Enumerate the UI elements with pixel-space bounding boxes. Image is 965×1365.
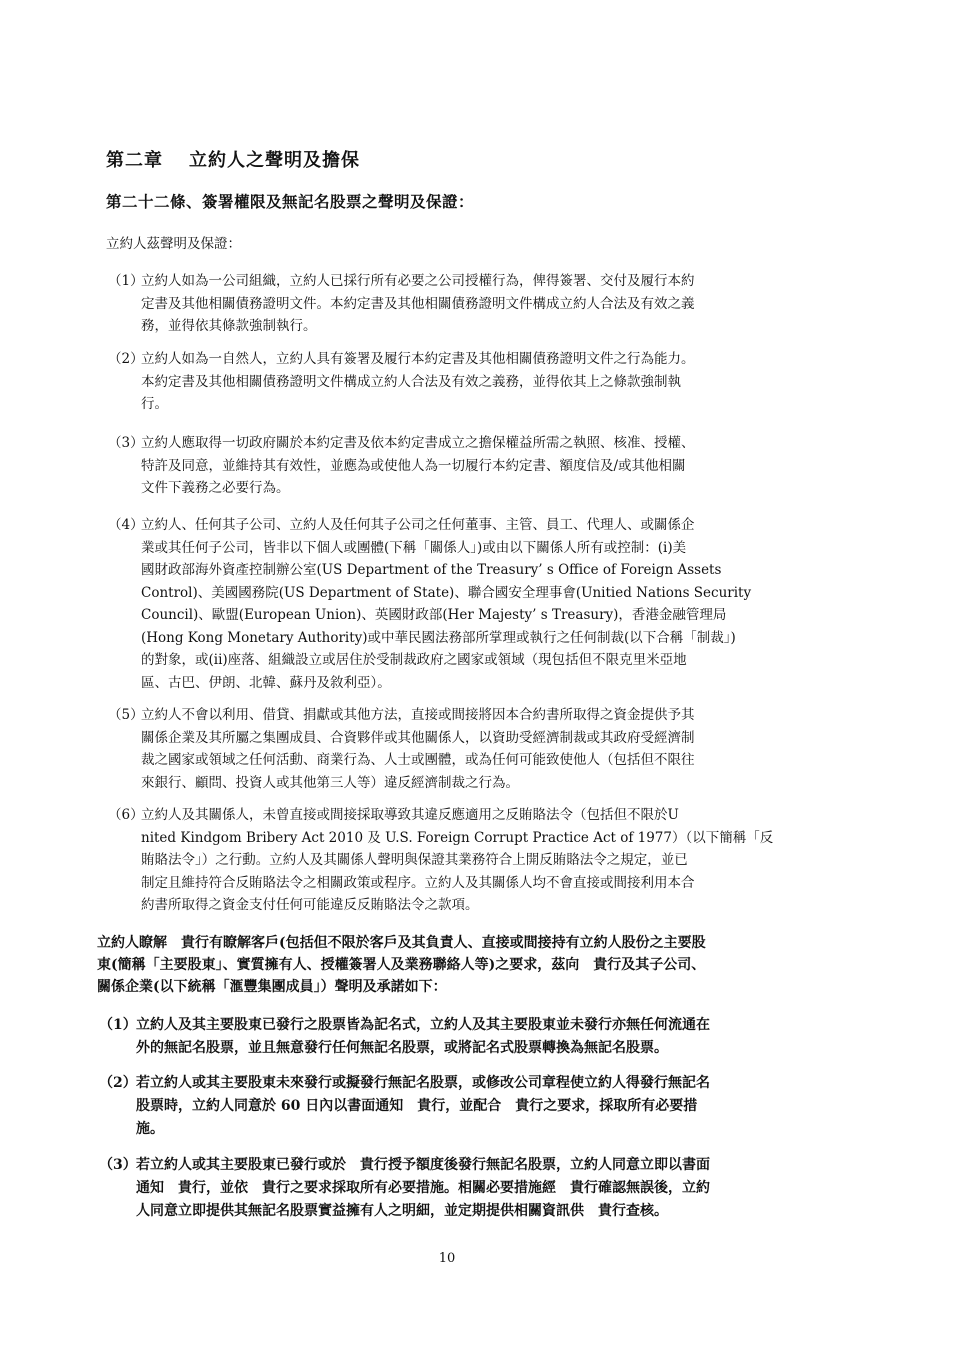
chapter-heading	[106, 146, 360, 172]
clause-line: 立約人不會以利用、借貸、捐獻或其他方法，直接或間接將因本合約書所取得之資金提供予其	[141, 707, 695, 723]
clause-line: 通知 貴行，並依 貴行之要求採取所有必要措施。相關必要措施經 貴行確認無誤後，立約	[136, 1180, 710, 1196]
clause-number: （5）	[108, 707, 144, 723]
clause-line: 賄賂法令」）之行動。立約人及其關係人聲明與保證其業務符合上開反賄賂法令之規定，並已	[141, 852, 688, 868]
clause-line: (Hong Kong Monetary Authority)或中華民國法務部所掌理或執行之任何制裁(以下合稱「制裁」)	[141, 629, 736, 646]
clause-line: 立約人、任何其子公司、立約人及任何其子公司之任何董事、主管、員工、代理人、或關係企	[141, 517, 695, 533]
clause-number: （1）	[108, 273, 144, 289]
page-number: 10	[438, 1251, 456, 1266]
clause-line: 來銀行、顧問、投資人或其他第三人等）違反經濟制裁之行為。	[141, 774, 519, 791]
clause-line: 區、古巴、伊朗、北韓、蘇丹及敘利亞）。	[141, 674, 391, 691]
chapter-title: 立約人之聲明及擔保	[189, 150, 360, 171]
clause-line: 文件下義務之必要行為。	[141, 480, 290, 496]
clause-number: （2）	[108, 351, 144, 367]
clause-line: 關係企業及其所屬之集團成員、合資夥伴或其他關係人，以資助受經濟制裁或其政府受經濟制	[141, 729, 695, 746]
clause-item	[108, 804, 813, 917]
clause-line: 裁之國家或領域之任何活動、商業行為、人士或團體，或為任何可能致使他人（包括但不限往	[141, 752, 695, 768]
clause-number: （4）	[108, 517, 144, 533]
clause-line: 特許及同意，並維持其有效性，並應為或使他人為一切履行本約定書、額度信及/或其他相關	[141, 457, 686, 474]
clause-item	[108, 514, 813, 694]
undertaking-paragraph	[97, 932, 817, 998]
clause-line: 行。	[141, 396, 168, 412]
clause-line: Council)、歐盟(European Union)、英國財政部(Her Majesty’ s Treasury)，香港金融管理局	[141, 607, 727, 623]
clause-item	[108, 270, 813, 338]
clause-line: 本約定書及其他相關債務證明文件構成立約人合法及有效之義務，並得依其上之條款強制執	[141, 373, 681, 390]
clause-text	[141, 432, 813, 500]
clause-line: 施。	[136, 1121, 164, 1137]
bearer-share-item	[99, 1154, 814, 1223]
clause-line: 業或其任何子公司，皆非以下個人或團體(下稱「關係人」)或由以下關係人所有或控制：(i)美	[141, 539, 687, 556]
clause-line: 立約人及其關係人，未曾直接或間接採取導致其違反應適用之反賄賂法令（包括但不限於U	[141, 807, 679, 823]
clause-line: Control)、美國國務院(US Department of State)、聯合國安全理事會(Unitied Nations Security	[141, 584, 752, 601]
clause-text	[136, 1014, 814, 1060]
paragraph-line: 關係企業(以下統稱「滙豐集團成員」）聲明及承諾如下：	[97, 979, 447, 995]
clause-text	[141, 704, 813, 794]
bearer-share-item	[99, 1072, 814, 1141]
chapter-number: 第二章	[106, 150, 163, 171]
clause-number: （3）	[99, 1157, 137, 1173]
clause-line: 立約人如為一自然人，立約人具有簽署及履行本約定書及其他相關債務證明文件之行為能力。	[141, 351, 695, 367]
clause-line: 股票時，立約人同意於 60 日內以書面通知 貴行，並配合 貴行之要求，採取所有必要措	[136, 1098, 698, 1114]
clause-item	[108, 704, 813, 794]
clause-number: （6）	[108, 807, 144, 823]
clause-item	[108, 432, 813, 500]
clause-number: （1）	[99, 1017, 137, 1033]
clause-line: 約書所取得之資金支付任何可能違反反賄賂法令之款項。	[141, 897, 479, 913]
clause-text	[141, 270, 813, 338]
clause-line: 若立約人或其主要股東已發行或於 貴行授予額度後發行無記名股票，立約人同意立即以書面	[136, 1157, 710, 1173]
clause-text	[141, 348, 813, 416]
clause-text	[136, 1072, 814, 1141]
paragraph-line: 東(簡稱「主要股東」、實質擁有人、授權簽署人及業務聯絡人等)之要求，茲向 貴行及其子公司、	[97, 957, 706, 973]
clause-line: 若立約人或其主要股東未來發行或擬發行無記名股票，或修改公司章程使立約人得發行無記名	[136, 1075, 710, 1091]
clause-text	[141, 804, 813, 917]
clause-line: 外的無記名股票，並且無意發行任何無記名股票，或將記名式股票轉換為無記名股票。	[136, 1040, 668, 1056]
clause-text	[136, 1154, 814, 1223]
paragraph-line: 立約人瞭解 貴行有瞭解客戶(包括但不限於客戶及其負責人、直接或間接持有立約人股份之主要股	[97, 935, 706, 951]
clause-line: 立約人應取得一切政府關於本約定書及依本約定書成立之擔保權益所需之執照、核准、授權、	[141, 435, 695, 451]
clause-line: 國財政部海外資產控制辦公室(US Department of the Treasury’ s Office of Foreign Assets	[141, 562, 722, 578]
clause-line: 制定且維持符合反賄賂法令之相關政策或程序。立約人及其關係人均不會直接或間接利用本合	[141, 874, 695, 891]
intro-text: 立約人茲聲明及保證：	[106, 236, 241, 252]
article-heading: 第二十二條、簽署權限及無記名股票之聲明及保證：	[106, 192, 475, 211]
clause-line: 務，並得依其條款強制執行。	[141, 318, 317, 334]
clause-line: 定書及其他相關債務證明文件。本約定書及其他相關債務證明文件構成立約人合法及有效之義	[141, 295, 695, 312]
clause-line: 的對象，或(ii)座落、組織設立或居住於受制裁政府之國家或領域（現包括但不限克里米亞地	[141, 652, 687, 668]
clause-number: （3）	[108, 435, 144, 451]
clause-line: 立約人如為一公司組織，立約人已採行所有必要之公司授權行為，俾得簽署、交付及履行本約	[141, 273, 695, 289]
clause-line: 立約人及其主要股東已發行之股票皆為記名式，立約人及其主要股東並未發行亦無任何流通在	[136, 1017, 710, 1033]
clause-number: （2）	[99, 1075, 137, 1091]
clause-item	[108, 348, 813, 416]
bearer-share-item	[99, 1014, 814, 1060]
clause-line: 人同意立即提供其無記名股票實益擁有人之明細，並定期提供相關資訊供 貴行查核。	[136, 1203, 668, 1219]
clause-text	[141, 514, 813, 694]
clause-line: nited Kindgom Bribery Act 2010 及 U.S. Foreign Corrupt Practice Act of 1977）（以下簡稱「反	[141, 829, 774, 846]
